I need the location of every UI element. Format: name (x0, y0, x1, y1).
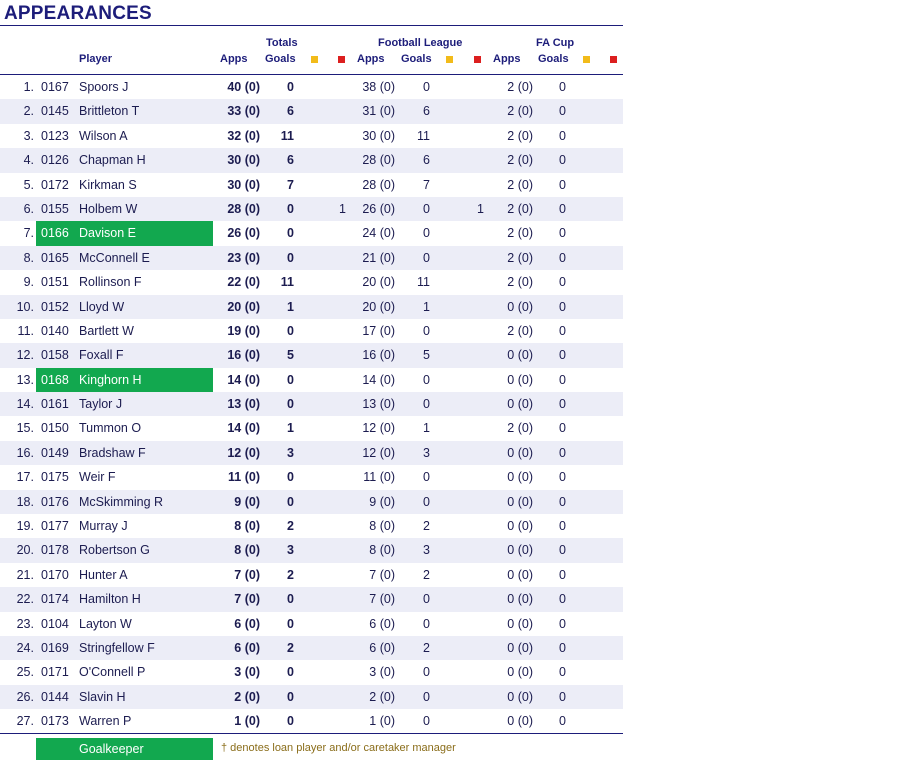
header-totals-goals: Goals (265, 53, 296, 65)
row-number: 19. (16, 519, 34, 534)
table-row (0, 416, 623, 440)
cup-goals: 0 (559, 421, 566, 436)
yellow-card-icon (583, 56, 590, 63)
player-name: Kirkman S (79, 177, 137, 192)
table-row (0, 709, 623, 733)
header-league-apps: Apps (357, 53, 385, 65)
player-name: Taylor J (79, 397, 123, 412)
total-apps: 13 (0) (227, 397, 260, 412)
cup-goals: 0 (559, 104, 566, 119)
player-id: 0158 (41, 348, 69, 363)
league-apps: 30 (0) (362, 128, 395, 143)
league-goals: 0 (423, 323, 430, 338)
total-goals: 0 (287, 494, 294, 509)
league-goals: 2 (423, 519, 430, 534)
row-number: 22. (16, 592, 34, 607)
cup-apps: 0 (0) (507, 299, 533, 314)
cup-goals: 0 (559, 201, 566, 216)
league-goals: 0 (423, 226, 430, 241)
cup-apps: 2 (0) (507, 177, 533, 192)
cup-goals: 0 (559, 470, 566, 485)
yellow-card-icon (446, 56, 453, 63)
table-row (0, 441, 623, 465)
cup-apps: 0 (0) (507, 348, 533, 363)
cup-apps: 0 (0) (507, 470, 533, 485)
player-id: 0177 (41, 519, 69, 534)
player-id: 0165 (41, 250, 69, 265)
total-apps: 11 (0) (228, 470, 260, 485)
row-number: 11. (17, 323, 34, 338)
cup-goals: 0 (559, 128, 566, 143)
table-row (0, 392, 623, 416)
loan-player-note: † denotes loan player and/or caretaker manager (221, 742, 456, 754)
total-apps: 40 (0) (227, 80, 260, 94)
total-goals: 0 (287, 250, 294, 265)
row-number: 7. (23, 226, 34, 241)
total-apps: 19 (0) (227, 323, 260, 338)
league-goals: 7 (423, 177, 430, 192)
cup-goals: 0 (559, 397, 566, 412)
league-apps: 20 (0) (362, 275, 395, 290)
row-number: 27. (16, 714, 34, 729)
player-name: Foxall F (79, 348, 124, 363)
cup-goals: 0 (559, 567, 566, 582)
total-apps: 26 (0) (227, 226, 260, 241)
cup-goals: 0 (559, 640, 566, 655)
table-row (0, 538, 623, 562)
player-name: Slavin H (79, 689, 126, 704)
cup-apps: 0 (0) (507, 543, 533, 558)
table-row (0, 173, 623, 197)
player-id: 0145 (41, 104, 69, 119)
cup-apps: 2 (0) (507, 275, 533, 290)
total-apps: 6 (0) (234, 616, 260, 631)
total-goals: 0 (287, 665, 294, 680)
table-row (0, 295, 623, 319)
cup-apps: 0 (0) (507, 665, 533, 680)
total-goals: 1 (287, 299, 294, 314)
table-row (0, 636, 623, 660)
total-apps: 14 (0) (227, 372, 260, 387)
cup-goals: 0 (559, 616, 566, 631)
player-id: 0173 (41, 714, 69, 729)
cup-goals: 0 (559, 226, 566, 241)
league-goals: 0 (423, 714, 430, 729)
player-name: Holbem W (79, 201, 138, 216)
player-id: 0167 (41, 80, 69, 94)
league-apps: 38 (0) (362, 80, 395, 94)
league-apps: 28 (0) (362, 177, 395, 192)
total-goals: 6 (287, 104, 294, 119)
player-id: 0170 (41, 567, 69, 582)
table-row (0, 319, 623, 343)
league-apps: 9 (0) (369, 494, 395, 509)
league-apps: 7 (0) (369, 592, 395, 607)
total-apps: 22 (0) (227, 275, 260, 290)
league-apps: 28 (0) (362, 153, 395, 168)
cup-goals: 0 (559, 494, 566, 509)
player-name: Brittleton T (79, 104, 140, 119)
player-id: 0171 (41, 665, 69, 680)
header-player: Player (79, 53, 113, 65)
cup-apps: 2 (0) (507, 128, 533, 143)
player-name: Murray J (79, 519, 128, 534)
cup-apps: 0 (0) (507, 519, 533, 534)
total-goals: 5 (287, 348, 294, 363)
player-name: McConnell E (79, 250, 150, 265)
total-goals: 0 (287, 616, 294, 631)
row-number: 25. (16, 665, 34, 680)
goalkeeper-legend (36, 738, 213, 760)
total-apps: 30 (0) (227, 153, 260, 168)
total-apps: 16 (0) (227, 348, 260, 363)
league-goals: 6 (423, 153, 430, 168)
cup-goals: 0 (559, 592, 566, 607)
total-goals: 7 (287, 177, 294, 192)
total-goals: 11 (280, 275, 294, 290)
total-goals: 6 (287, 153, 294, 168)
total-apps: 1 (0) (234, 714, 260, 729)
cup-apps: 0 (0) (507, 592, 533, 607)
league-apps: 14 (0) (362, 372, 395, 387)
total-apps: 32 (0) (227, 128, 260, 143)
league-goals: 0 (423, 689, 430, 704)
player-id: 0149 (41, 445, 69, 460)
cup-apps: 0 (0) (507, 616, 533, 631)
total-goals: 3 (287, 543, 294, 558)
total-goals: 0 (287, 80, 294, 94)
player-id: 0104 (41, 616, 69, 631)
player-name: Davison E (79, 226, 136, 241)
cup-apps: 2 (0) (507, 153, 533, 168)
table-row (0, 270, 623, 294)
cup-apps: 2 (0) (507, 201, 533, 216)
league-goals: 11 (417, 275, 430, 290)
league-apps: 7 (0) (369, 567, 395, 582)
player-id: 0169 (41, 640, 69, 655)
player-name: Bradshaw F (79, 445, 146, 460)
cup-goals: 0 (559, 275, 566, 290)
table-row (0, 99, 623, 123)
league-goals: 5 (423, 348, 430, 363)
table-row (0, 246, 623, 270)
league-goals: 0 (423, 372, 430, 387)
player-name: Kinghorn H (79, 372, 142, 387)
player-name: Hunter A (79, 567, 128, 582)
league-yellow-cards: 1 (477, 201, 484, 216)
player-name: Lloyd W (79, 299, 125, 314)
player-id: 0166 (41, 226, 69, 241)
league-goals: 3 (423, 543, 430, 558)
header-totals: Totals (266, 37, 298, 49)
league-goals: 0 (423, 665, 430, 680)
row-number: 8. (23, 250, 34, 265)
player-name: McSkimming R (79, 494, 164, 509)
cup-apps: 0 (0) (507, 689, 533, 704)
league-apps: 2 (0) (369, 689, 395, 704)
total-goals: 0 (287, 592, 294, 607)
cup-goals: 0 (559, 714, 566, 729)
league-goals: 0 (423, 397, 430, 412)
total-apps: 7 (0) (234, 567, 260, 582)
total-goals: 1 (287, 421, 294, 436)
total-apps: 30 (0) (227, 177, 260, 192)
player-id: 0150 (41, 421, 69, 436)
table-row (0, 75, 623, 99)
total-goals: 0 (287, 470, 294, 485)
table-row (0, 148, 623, 172)
row-number: 26. (16, 689, 34, 704)
row-number: 2. (23, 104, 34, 119)
total-goals: 2 (287, 567, 294, 582)
league-apps: 16 (0) (362, 348, 395, 363)
cup-apps: 0 (0) (507, 494, 533, 509)
total-apps: 8 (0) (234, 543, 260, 558)
cup-goals: 0 (559, 445, 566, 460)
total-goals: 0 (287, 714, 294, 729)
league-apps: 24 (0) (362, 226, 395, 241)
league-apps: 6 (0) (369, 640, 395, 655)
total-goals: 0 (287, 226, 294, 241)
player-id: 0151 (41, 275, 69, 290)
cup-goals: 0 (559, 348, 566, 363)
total-apps: 12 (0) (227, 445, 260, 460)
league-apps: 12 (0) (362, 421, 395, 436)
yellow-card-icon (311, 56, 318, 63)
row-number: 6. (23, 201, 34, 216)
row-number: 21. (16, 567, 34, 582)
cup-apps: 2 (0) (507, 226, 533, 241)
table-row (0, 343, 623, 367)
table-row (0, 368, 623, 392)
red-card-icon (474, 56, 481, 63)
cup-goals: 0 (559, 250, 566, 265)
cup-apps: 0 (0) (507, 567, 533, 582)
total-goals: 0 (287, 201, 294, 216)
league-apps: 6 (0) (369, 616, 395, 631)
player-name: Rollinson F (79, 275, 142, 290)
player-id: 0126 (41, 153, 69, 168)
header-football-league: Football League (378, 37, 463, 49)
row-number: 15. (16, 421, 34, 436)
table-row (0, 490, 623, 514)
table-row (0, 660, 623, 684)
total-goals: 0 (287, 397, 294, 412)
league-goals: 0 (423, 592, 430, 607)
cup-apps: 2 (0) (507, 250, 533, 265)
total-apps: 2 (0) (234, 689, 260, 704)
cup-apps: 2 (0) (507, 323, 533, 338)
player-id: 0140 (41, 323, 69, 338)
row-number: 1. (23, 80, 34, 94)
player-id: 0161 (41, 397, 69, 412)
total-apps: 28 (0) (227, 201, 260, 216)
player-id: 0178 (41, 543, 69, 558)
total-apps: 23 (0) (227, 250, 260, 265)
header-totals-apps: Apps (220, 53, 248, 65)
player-name: Spoors J (79, 80, 129, 94)
total-apps: 6 (0) (234, 640, 260, 655)
player-name: Stringfellow F (79, 640, 155, 655)
league-apps: 8 (0) (369, 519, 395, 534)
cup-apps: 0 (0) (507, 372, 533, 387)
player-id: 0176 (41, 494, 69, 509)
league-apps: 3 (0) (369, 665, 395, 680)
player-id: 0123 (41, 128, 69, 143)
player-name: Chapman H (79, 153, 146, 168)
cup-goals: 0 (559, 665, 566, 680)
header-league-goals: Goals (401, 53, 432, 65)
cup-apps: 0 (0) (507, 714, 533, 729)
table-row (0, 563, 623, 587)
player-id: 0175 (41, 470, 69, 485)
player-id: 0172 (41, 177, 69, 192)
total-apps: 7 (0) (234, 592, 260, 607)
table-row (0, 124, 623, 148)
cup-apps: 2 (0) (507, 104, 533, 119)
player-id: 0174 (41, 592, 69, 607)
player-name: Weir F (79, 470, 116, 485)
cup-apps: 2 (0) (507, 421, 533, 436)
league-goals: 0 (423, 494, 430, 509)
header-fa-cup: FA Cup (536, 37, 575, 49)
league-apps: 31 (0) (362, 104, 395, 119)
player-id: 0155 (41, 201, 69, 216)
cup-goals: 0 (559, 80, 566, 94)
table-row (0, 685, 623, 709)
league-apps: 8 (0) (369, 543, 395, 558)
player-name: Warren P (79, 714, 132, 729)
total-goals: 11 (280, 128, 294, 143)
row-number: 17. (16, 470, 34, 485)
row-number: 12. (16, 348, 34, 363)
red-card-icon (610, 56, 617, 63)
league-apps: 11 (0) (363, 470, 395, 485)
row-number: 10. (16, 299, 34, 314)
league-goals: 6 (423, 104, 430, 119)
player-name: Layton W (79, 616, 132, 631)
league-apps: 17 (0) (362, 323, 395, 338)
total-goals: 0 (287, 372, 294, 387)
player-name: O'Connell P (79, 665, 146, 680)
cup-apps: 0 (0) (507, 445, 533, 460)
cup-goals: 0 (559, 372, 566, 387)
cup-apps: 0 (0) (507, 397, 533, 412)
cup-goals: 0 (559, 323, 566, 338)
table-row (0, 465, 623, 489)
league-apps: 21 (0) (362, 250, 395, 265)
league-goals: 0 (423, 80, 430, 94)
cup-goals: 0 (559, 519, 566, 534)
total-apps: 3 (0) (234, 665, 260, 680)
league-goals: 0 (423, 616, 430, 631)
total-goals: 2 (287, 640, 294, 655)
header-cup-goals: Goals (538, 53, 569, 65)
row-number: 3. (23, 128, 34, 143)
league-goals: 2 (423, 640, 430, 655)
player-id: 0152 (41, 299, 69, 314)
table-row (0, 514, 623, 538)
page-title: APPEARANCES (4, 3, 152, 24)
cup-goals: 0 (559, 299, 566, 314)
red-card-icon (338, 56, 345, 63)
table-row (0, 197, 623, 221)
league-goals: 0 (423, 470, 430, 485)
total-goals: 0 (287, 323, 294, 338)
player-name: Tummon O (79, 421, 142, 436)
cup-goals: 0 (559, 153, 566, 168)
player-id: 0168 (41, 372, 69, 387)
table-row (0, 221, 623, 245)
total-goals: 3 (287, 445, 294, 460)
total-apps: 20 (0) (227, 299, 260, 314)
row-number: 16. (16, 445, 34, 460)
goalkeeper-legend-label: Goalkeeper (79, 742, 144, 756)
league-goals: 0 (423, 201, 430, 216)
row-number: 4. (23, 153, 34, 168)
title-divider (0, 25, 623, 26)
player-name: Wilson A (79, 128, 128, 143)
league-goals: 11 (417, 128, 430, 143)
appearances-table (0, 75, 623, 734)
footer-divider (0, 733, 623, 734)
league-apps: 26 (0) (362, 201, 395, 216)
row-number: 18. (16, 494, 34, 509)
player-id: 0144 (41, 689, 69, 704)
league-goals: 0 (423, 250, 430, 265)
table-row (0, 587, 623, 611)
league-goals: 3 (423, 445, 430, 460)
total-apps: 8 (0) (234, 519, 260, 534)
cup-apps: 0 (0) (507, 640, 533, 655)
league-goals: 2 (423, 567, 430, 582)
row-number: 23. (16, 616, 34, 631)
row-number: 5. (23, 177, 34, 192)
league-apps: 13 (0) (362, 397, 395, 412)
league-goals: 1 (423, 299, 430, 314)
player-name: Robertson G (79, 543, 150, 558)
row-number: 20. (16, 543, 34, 558)
row-number: 24. (16, 640, 34, 655)
total-apps: 9 (0) (234, 494, 260, 509)
total-goals: 0 (287, 689, 294, 704)
cup-goals: 0 (559, 543, 566, 558)
league-apps: 20 (0) (362, 299, 395, 314)
total-yellow-cards: 1 (339, 201, 346, 216)
league-apps: 12 (0) (362, 445, 395, 460)
row-number: 9. (23, 275, 34, 290)
cup-goals: 0 (559, 177, 566, 192)
player-name: Bartlett W (79, 323, 134, 338)
cup-apps: 2 (0) (507, 80, 533, 94)
header-cup-apps: Apps (493, 53, 521, 65)
total-apps: 14 (0) (227, 421, 260, 436)
total-apps: 33 (0) (227, 104, 260, 119)
table-row (0, 612, 623, 636)
cup-goals: 0 (559, 689, 566, 704)
row-number: 13. (16, 372, 34, 387)
league-apps: 1 (0) (369, 714, 395, 729)
player-name: Hamilton H (79, 592, 141, 607)
total-goals: 2 (287, 519, 294, 534)
row-number: 14. (16, 397, 34, 412)
league-goals: 1 (423, 421, 430, 436)
